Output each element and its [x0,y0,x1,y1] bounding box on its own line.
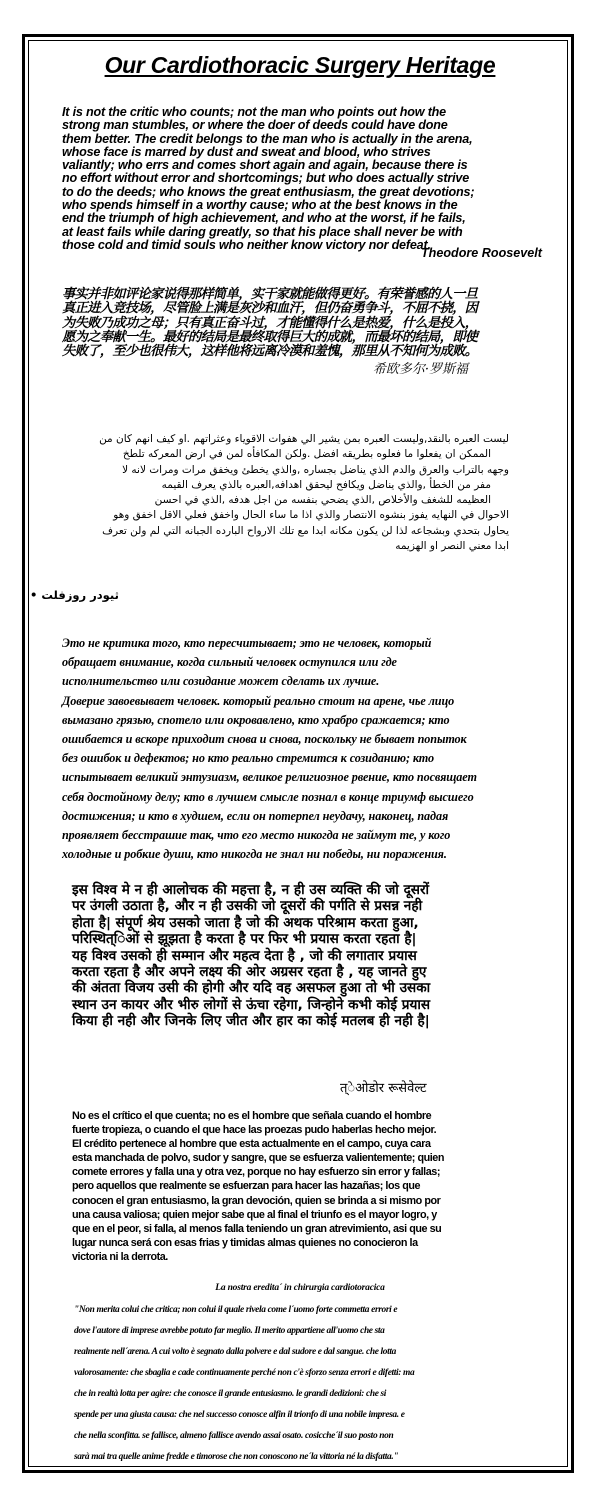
quote-line: يحاول بتحدي وبشجاعه لذا لن يكون مكانه ابدا مع تلك الارواح البارده الجبانه التي لم ولن تعرف [102,524,509,537]
quote-line: pero aquellos que realmente se esfuerzan para hacer las hazañas; los que [72,1180,421,1193]
arabic-author: ثيودر روزفلت • [30,588,119,602]
quote-line: यह विश्व उसको ही सम्मान और महत्व देता है , जो की लगातार प्रयास [72,947,417,964]
quote-line: lugar nunca será con esas frias y timidas almas quienes no conocieron la [72,1236,418,1249]
quote-line: ошибается и вскоре приходит снова и снова, поскольку не бывает попыток [62,732,467,747]
hindi-author: त्ेओडोर रूसेवेल्ट [340,1081,427,1096]
quote-line: الاحوال في النهايه يفوز بنشوه الانتصار والذي اذا ما ساء الحال واخفق فعلي الاقل اخفق وهو [113,509,509,522]
quote-line: It is not the critic who counts; not the man who points out how the [62,105,446,119]
quote-line: sarà mai tra quelle anime fredde e timorose che non conoscono ne´la vittoria né la disfatta." [74,1452,399,1462]
quote-line: 为失败乃成功之母；只有真正奋斗过，才能懂得什么是热爱，什么是投入， [62,315,478,331]
quote-line: victoria ni la derrota. [72,1250,168,1263]
quote-line: valiantly; who errs and comes short again and again, because there is [62,158,468,173]
quote-line: no effort without error and shortcomings; but who does actually strive [62,171,469,186]
quote-line: без ошибок и дефектов; но кто реально стремится к созиданию; кто [62,751,434,766]
quote-line: होता है| संपूर्ण श्रेय उसको जाता है जो की अथक परिश्राम करता हुआ, [72,914,419,931]
quote-line: 真正进入竞技场，尽管脸上满是灰沙和血汗，但仍奋勇争斗，不屈不挠，因 [62,301,478,317]
page-title: Our Cardiothoracic Surgery Heritage [104,52,496,78]
quote-line: вымазано грязью, спотело или окровавлено, кто храбро сражается; кто [62,712,450,727]
quote-line: किया ही नही और जिनके लिए जीत और हार का कोई मतलब ही नही है| [72,1013,430,1030]
quote-line: conocen el gran entusiasmo, la gran devoción, quien se brinda a si mismo por [72,1194,441,1207]
quote-line: at least fails while daring greatly, so that his place shall never be with [62,224,463,239]
quote-line: dove l'autore di imprese avrebbe potuto far meglio. Il merito appartiene all'uomo che sta [74,1326,385,1336]
quote-line: esta manchada de polvo, sudor y sangre, que se esfuerza valientemente; quien [72,1152,445,1165]
quote-line: una causa valiosa; quien mejor sabe que al final el triunfo es el mayor logro, y [72,1208,437,1221]
quote-line: who spends himself in a worthy cause; who at the best knows in the [62,198,458,213]
quote-line: fuerte tropieza, o cuando el que hace las proezas pudo haberlas hecho mejor. [72,1124,437,1137]
quote-line: those cold and timid souls who neither know victory nor defeat. [62,237,431,252]
quote-line: العظيمه للشغف والأخلاص ,الذي يضحي بنفسه من اجل هدفه ,الذي في احسن [154,494,491,507]
quote-line: स्थान उन कायर और भीरु लोगों से ऊंचा रहेगा, जिन्होने कभी कोई प्रयास [72,996,431,1013]
quote-line: ليست العبره بالنقد,وليست العبره بمن يشير الي هفوات الاقوياء وعثراتهم .او كيف انهم كان من [99,433,509,445]
english-author: Theodore Roosevelt [420,246,542,260]
quote-line: whose face is marred by dust and sweat and blood, who strives [62,144,431,159]
quote-line: "Non merita colui che critica; non colui il quale rivela come l´uomo forte commetta errori e [74,1305,398,1315]
quote-line: 愿为之奉献一生。最好的结局是最终取得巨大的成就，而最坏的结局，即使 [62,329,478,345]
quote-line: realmente nell´arena. A cui volto è segnato dalla polvere e dal sudore e dal sangue. che lotta [74,1347,396,1357]
quote-line: इस विश्व मे न ही आलोचक की महत्ता है, न ही उस व्यक्ति की जो दूसरों [72,882,430,898]
quote-line: परिस्थित्िओं से झूझता है करता है पर फिर भी प्रयास करता रहता है| [72,931,417,948]
quote-line: проявляет бесстрашие так, что его место никогда не займут те, у кого [62,828,451,843]
quote-line: El crédito pertenece al hombre que esta actualmente en el campo, cuya cara [72,1138,431,1151]
quote-line: себя достойному делу; кто в лучшем смысле познал в конце триумф высшего [62,789,474,804]
quote-line: No es el crítico el que cuenta; no es el hombre que señala cuando el hombre [72,1110,432,1122]
quote-line: que en el peor, si falla, al menos falla teniendo un gran atrevimiento, asi que su [72,1222,442,1235]
quote-line: исполнительство или созидание может сделать их лучше. [62,674,380,689]
spanish-quote [72,1109,552,1264]
quote-line: достижения; и кто в худшем, если он потерпел неудачу, наконец, падая [62,808,449,823]
quote-line: spende per una giusta causa: che nel successo conosce alfin il trionfo di una nobile impresa. e [74,1410,405,1420]
quote-line: them better. The credit belongs to the man who is actually in the arena, [62,131,473,146]
quote-line: end the triumph of high achievement, and who at the worst, if he fails, [62,211,466,226]
quote-line: холодные и робкие души, кто никогда не знал ни победы, ни поражения. [62,847,447,862]
quote-line: 失败了，至少也很伟大，这样他将远离冷漠和羞愧，那里从不知何为成败。 [62,344,478,360]
chinese-quote [62,288,552,359]
english-quote [62,106,542,252]
quote-line: पर उंगली उठाता है, और न ही उसकी जो दूसरों की पर्गति से प्रसन्न नही [72,898,423,915]
quote-line: Доверие завоевывает человек. который реально стоит на арене, чье лицо [62,693,455,708]
chinese-author: 希欧多尔·罗斯福 [372,362,468,377]
quote-line: Это не критика того, кто пересчитывает; это не человек, который [62,636,432,650]
arabic-quote [95,432,509,554]
quote-line: испытывает великий энтузиазм, великое религиозное рвение, кто посвящает [62,770,477,785]
quote-line: обращает внимание, когда сильный человек оступился или где [62,655,397,670]
quote-line: الممكن ان يفعلوا ما فعلوه بطريقه افضل .ولكن المكافأه لمن في ارض المعركه تلطخ [122,448,491,461]
quote-line: مفر من الخطأ ,والذي يناضل ويكافح ليحقق اهدافه,العبره بالذي يعرف القيمه [161,478,491,491]
italian-quote [74,1300,549,1468]
quote-line: وجهه بالتراب والعرق والدم الذي يناضل بجساره ,والذي يخطئ ويخفق مرات ومرات لانه لا [122,463,509,476]
quote-line: che nella sconfitta. se fallisce, almeno fallisce avendo assai osato. cosicche´il suo posto non [74,1431,394,1441]
quote-line: comete errores y falla una y otra vez, porque no hay esfuerzo sin error y fallas; [72,1166,440,1179]
quote-line: strong man stumbles, or where the doer of deeds could have done [62,118,448,133]
quote-line: करता रहता है और अपने लक्ष्य की ओर अग्रसर रहता है , यह जानते हुए [72,964,427,981]
italian-title: La nostra eredita´ in chirurgia cardiotoracica [215,1283,385,1293]
quote-line: che in realtà lotta per agire: che conosce il grande entusiasmo. le grandi dedizioni: che si [74,1389,387,1399]
quote-line: की अंतता विजय उसी की होगी और यदि वह असफल हुआ तो भी उसका [72,980,431,997]
quote-line: to do the deeds; who knows the great enthusiasm, the great devotions; [62,184,475,199]
quote-line: valorosamente: che sbaglia e cade continuamente perché non c'è sforzo senza errori e difetti: ma [74,1368,415,1378]
russian-quote [62,634,562,864]
quote-line: ابدا معني النصر او الهزيمه [395,540,509,553]
quote-line: 事实并非如评论家说得那样简单，实干家就能做得更好。有荣誉感的人一旦 [62,287,478,302]
hindi-quote [72,882,542,1030]
